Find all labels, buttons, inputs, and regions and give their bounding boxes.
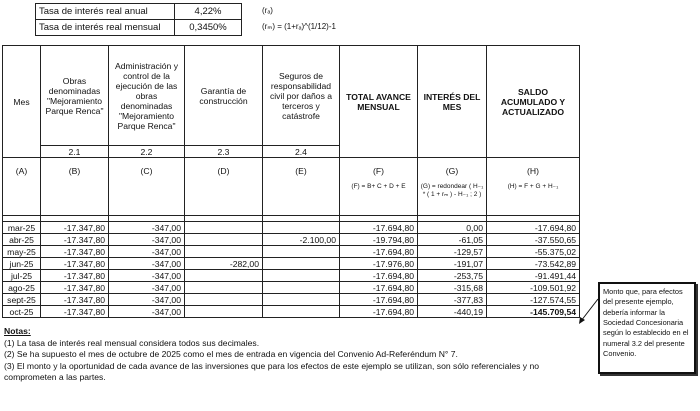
callout-arrow [576, 296, 600, 326]
header-saldo: SALDO ACUMULADO Y ACTUALIZADO [487, 46, 580, 158]
code-b: (B) [41, 158, 109, 216]
table-cell: -347,00 [109, 270, 185, 282]
code-h-label: (H) [527, 166, 539, 176]
code-f [340, 158, 418, 216]
header-seguros: Seguros de responsabilidad civil por daños a terceros y catástrofe [263, 46, 340, 146]
table-cell: -347,00 [109, 294, 185, 306]
table-cell: oct-25 [3, 306, 41, 318]
code-f-label: (F) [373, 166, 384, 176]
header-garantia: Garantía de construcción [185, 46, 263, 146]
table-cell [185, 246, 263, 258]
table-cell: -17.347,80 [41, 222, 109, 234]
table-cell: -253,75 [418, 270, 487, 282]
table-row [3, 222, 580, 234]
table-cell: jul-25 [3, 270, 41, 282]
table-cell [185, 270, 263, 282]
table-cell: -109.501,92 [487, 282, 580, 294]
code-g [418, 158, 487, 216]
callout-note: Monto que, para efectos del presente ejemplo, debería informar la Sociedad Concesionaria según lo establecido en el numeral 3.2 del presente Convenio. [598, 282, 696, 374]
formula-f: (F) = B+ C + D + E [351, 183, 406, 190]
table-cell: -191,07 [418, 258, 487, 270]
table-cell: -17.347,80 [41, 306, 109, 318]
table-cell: -17.694,80 [340, 294, 418, 306]
header-obras: Obras denominadas "Mejoramiento Parque Renca" [41, 46, 109, 146]
table-cell: 0,00 [418, 222, 487, 234]
table-row [3, 258, 580, 270]
header-row [3, 46, 580, 146]
table-cell: -17.694,80 [487, 222, 580, 234]
table-cell: -347,00 [109, 282, 185, 294]
table-cell: -17.347,80 [41, 282, 109, 294]
table-cell: -347,00 [109, 306, 185, 318]
monthly-rate-formula: (rₘ) = (1+rₐ)^(1/12)-1 [262, 22, 336, 31]
table-cell: mar-25 [3, 222, 41, 234]
table-cell: -347,00 [109, 246, 185, 258]
header-interes: INTERÉS DEL MES [418, 46, 487, 158]
table-cell: -55.375,02 [487, 246, 580, 258]
rate-row-annual [36, 4, 242, 20]
table-cell: -2.100,00 [263, 234, 340, 246]
table-row [3, 294, 580, 306]
table-cell: may-25 [3, 246, 41, 258]
rate-label: Tasa de interés real mensual [36, 20, 175, 36]
table-cell: -37.550,65 [487, 234, 580, 246]
formula-g: (G) = redondear ( H₋₁ * ( 1 + rₘ ) - H₋₁ ; 2 ) [420, 183, 484, 198]
table-cell: -17.694,80 [340, 282, 418, 294]
code-e: (E) [263, 158, 340, 216]
number-2-1: 2.1 [41, 146, 109, 158]
table-cell: -73.542,89 [487, 258, 580, 270]
balance-table [2, 45, 580, 318]
table-cell: -17.347,80 [41, 270, 109, 282]
annual-rate-formula: (rₐ) [262, 6, 273, 15]
number-2-4: 2.4 [263, 146, 340, 158]
code-d: (D) [185, 158, 263, 216]
content-flow [2, 45, 582, 384]
table-cell: -17.694,80 [340, 270, 418, 282]
table-cell: -127.574,55 [487, 294, 580, 306]
rate-value: 0,3450% [175, 20, 242, 36]
table-cell [185, 282, 263, 294]
table-cell [263, 246, 340, 258]
table-cell [185, 306, 263, 318]
rates-table [35, 3, 242, 36]
table-cell: -61,05 [418, 234, 487, 246]
table-cell: -19.794,80 [340, 234, 418, 246]
table-row [3, 270, 580, 282]
number-2-3: 2.3 [185, 146, 263, 158]
table-cell: -17.347,80 [41, 234, 109, 246]
formula-h: (H) = F + G + H₋₁ [507, 183, 559, 190]
table-cell [263, 294, 340, 306]
table-cell: sept-25 [3, 294, 41, 306]
note-item: (1) La tasa de interés real mensual considera todos sus decimales. [4, 337, 260, 348]
table-cell [185, 222, 263, 234]
table-cell: -315,68 [418, 282, 487, 294]
table-row [3, 246, 580, 258]
code-row [3, 158, 580, 216]
table-cell: -17.694,80 [340, 306, 418, 318]
table-cell: -17.347,80 [41, 258, 109, 270]
table-cell [185, 234, 263, 246]
table-cell: -347,00 [109, 222, 185, 234]
rate-label: Tasa de interés real anual [36, 4, 175, 20]
code-c: (C) [109, 158, 185, 216]
table-cell: -440,19 [418, 306, 487, 318]
table-cell: -91.491,44 [487, 270, 580, 282]
table-cell [185, 294, 263, 306]
table-cell [263, 258, 340, 270]
table-cell: abr-25 [3, 234, 41, 246]
table-cell [263, 282, 340, 294]
header-mes: Mes [3, 46, 41, 158]
table-cell: jun-25 [3, 258, 41, 270]
notes-section [4, 326, 589, 384]
rate-value: 4,22% [175, 4, 242, 20]
table-row [3, 306, 580, 318]
table-cell: -377,83 [418, 294, 487, 306]
number-2-2: 2.2 [109, 146, 185, 158]
table-cell: -17.694,80 [340, 246, 418, 258]
table-cell: ago-25 [3, 282, 41, 294]
table-cell [263, 306, 340, 318]
table-row [3, 234, 580, 246]
table-cell: -17.347,80 [41, 294, 109, 306]
table-cell [263, 222, 340, 234]
table-row [3, 282, 580, 294]
code-g-label: (G) [445, 166, 459, 176]
table-body [3, 222, 580, 318]
code-h [487, 158, 580, 216]
header-total: TOTAL AVANCE MENSUAL [340, 46, 418, 158]
header-administracion: Administración y control de la ejecución de las obras denominadas "Mejoramiento Parque Renca" [109, 46, 185, 146]
table-cell: -17.694,80 [340, 222, 418, 234]
rate-row-monthly [36, 20, 242, 36]
table-cell: -17.976,80 [340, 258, 418, 270]
note-item: (3) El monto y la oportunidad de cada avance de las inversiones que para los efectos de este ejemplo se utilizan, son sólo referenciales y no comprometen a las partes. [4, 360, 540, 382]
table-cell: -347,00 [109, 258, 185, 270]
table-cell: -145.709,54 [487, 306, 580, 318]
table-cell: -129,57 [418, 246, 487, 258]
table-cell: -347,00 [109, 234, 185, 246]
table-cell: -17.347,80 [41, 246, 109, 258]
note-item: (2) Se ha supuesto el mes de octubre de 2025 como el mes de entrada en vigencia del Convenio Ad-Referéndum N° 7. [4, 349, 458, 359]
notes-title: Notas: [4, 326, 31, 336]
table-cell: -282,00 [185, 258, 263, 270]
table-cell [263, 270, 340, 282]
code-a: (A) [3, 158, 41, 216]
